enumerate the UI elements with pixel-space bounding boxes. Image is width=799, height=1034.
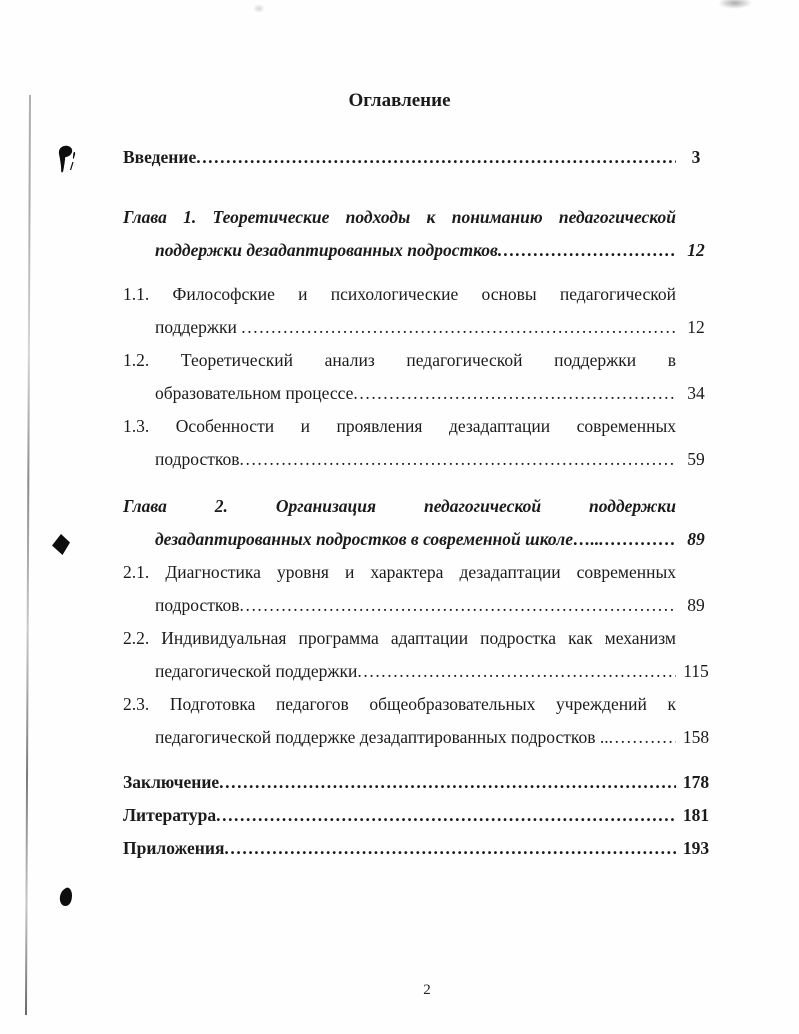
toc-entry [123,688,716,754]
toc-entry-line [123,655,676,688]
toc-entry-text [123,410,676,476]
toc-entry-page: 12 [687,317,705,337]
toc-entry [123,799,716,832]
toc-entry-line [123,799,676,832]
toc-entry [123,766,716,799]
toc-entry-line [123,443,676,476]
toc-entry-text [123,688,676,754]
toc-entry [123,344,716,410]
page-title: Оглавление [348,90,451,111]
toc-entry-page: 89 [687,595,705,615]
toc-entry [123,556,716,622]
toc-entry-text [123,766,676,799]
faint-top-mark-artifact [253,4,265,13]
toc-entry-page: 12 [687,240,705,260]
toc-entry-text [123,556,676,622]
ink-diamond-blot-icon [51,533,71,557]
toc-entry-page: 115 [683,661,709,681]
toc-entry-line-text: дезадаптированных подростков в современной школе….. [155,529,600,549]
toc-entry [123,410,716,476]
toc-entry-line [123,234,676,267]
dot-leader [240,443,677,476]
toc-entry-line-text: Литература [123,805,217,825]
toc-entry-line: 2.1. Диагностика уровня и характера дезадаптации современных [123,562,676,582]
dot-leader [599,523,676,556]
dot-leader [216,799,676,832]
toc-entry-text [123,622,676,688]
toc-entry-text [123,141,676,174]
toc-entry-page: 59 [687,449,705,469]
dot-leader [219,766,676,799]
dot-leader [609,721,676,754]
toc-entry-line-text: Приложения [123,838,225,858]
toc-entry-line: 1.2. Теоретический анализ педагогической поддержки в [123,350,676,370]
toc-entry-line: 1.1. Философские и психологические основы педагогической [123,284,676,304]
dot-leader [241,311,676,344]
toc-entry-page: 89 [687,529,705,549]
toc-entry-line-text: образовательном процессе [155,383,354,403]
vertical-scan-line-artifact [25,95,31,1015]
toc-entry-text [123,344,676,410]
toc-entry [123,622,716,688]
toc-entry-text [123,278,676,344]
toc-entry-line [123,311,676,344]
dot-leader [353,377,676,410]
toc-entry-page: 193 [682,838,710,858]
toc-entry-line: Глава 1. Теоретические подходы к пониманию педагогической [123,207,676,227]
dot-leader [196,141,676,174]
toc-entry-page: 34 [687,383,705,403]
toc-entry-line-text: Заключение [123,772,220,792]
toc-entry-line [123,766,676,799]
toc-entry [123,832,716,865]
toc-entry-line-text: поддержки дезадаптированных подростков [155,240,498,260]
dot-leader [498,234,676,267]
toc-entry-line [123,589,676,622]
toc-entry-line-text: подростков [155,449,240,469]
toc-entry-line-text: Введение [123,147,197,167]
toc-entry-line: 2.2. Индивидуальная программа адаптации подростка как механизм [123,628,676,648]
toc-entry-line: Глава 2. Организация педагогической поддержки [123,496,676,516]
toc-entry [123,490,716,556]
toc-entry-text [123,832,676,865]
toc-entry [123,201,716,267]
ink-drop-blot-icon [57,886,75,912]
toc-entry-line [123,377,676,410]
toc-entry [123,278,716,344]
toc-entry-line [123,523,676,556]
toc-list [123,141,716,865]
toc-entry-line [123,721,676,754]
toc-entry-line-text: педагогической поддержки [155,661,358,681]
toc-entry-page: 181 [682,805,710,825]
toc-entry-line-text: подростков [155,595,240,615]
toc-entry-line [123,832,676,865]
toc-entry-line: 2.3. Подготовка педагогов общеобразовательных учреждений к [123,694,676,714]
page-number: 2 [423,982,431,998]
toc-entry-line [123,141,676,174]
pen-mark-icon [55,144,79,176]
toc-entry [123,141,716,174]
toc-entry-line: 1.3. Особенности и проявления дезадаптации современных [123,416,676,436]
top-edge-smudge-artifact [718,0,752,9]
dot-leader [224,832,676,865]
toc-entry-text [123,201,676,267]
toc-entry-page: 158 [682,727,710,747]
toc-entry-page: 178 [682,772,710,792]
toc-entry-text [123,490,676,556]
toc-entry-line-text: поддержки [155,317,242,337]
toc-entry-line-text: педагогической поддержке дезадаптированных подростков .. [155,727,609,747]
dot-leader [357,655,676,688]
toc-entry-text [123,799,676,832]
dot-leader [240,589,677,622]
toc-entry-page: 3 [691,147,701,167]
